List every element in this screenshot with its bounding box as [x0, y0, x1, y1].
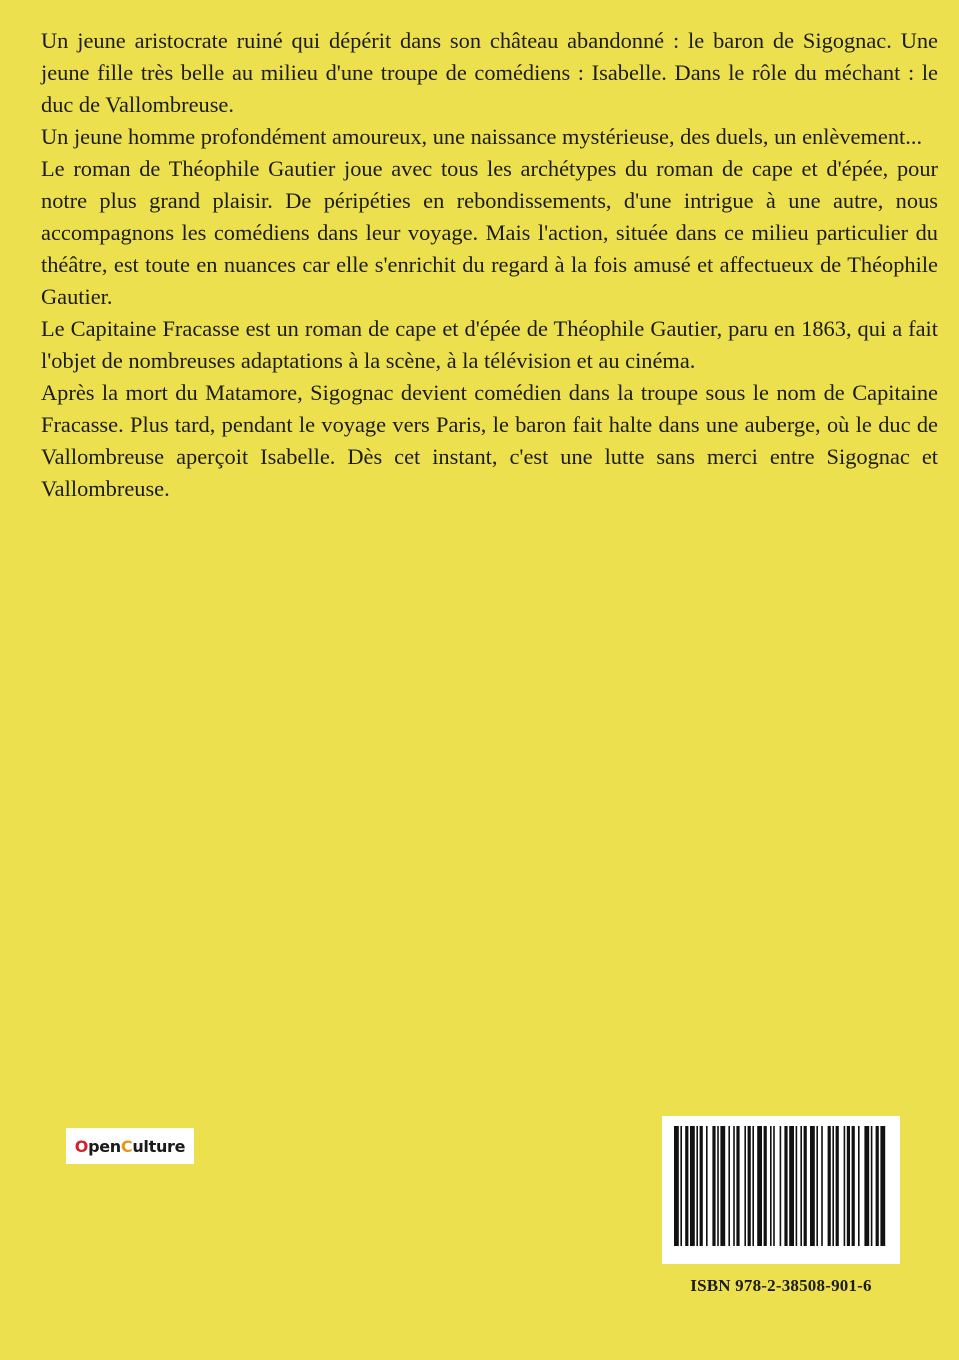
- logo-letter-o: O: [74, 1136, 89, 1156]
- logo-letter-c: C: [120, 1136, 133, 1156]
- barcode-icon: [674, 1126, 888, 1246]
- isbn-number: ISBN 978-2-38508-901-6: [690, 1276, 872, 1295]
- barcode-panel: [662, 1116, 900, 1264]
- back-cover-text: [41, 25, 938, 505]
- openculture-logo: [66, 1128, 194, 1164]
- paragraph-plot-elements: Un jeune homme profondément amoureux, une naissance mystérieuse, des duels, un enlèvement...: [41, 124, 923, 149]
- paragraph-publication: Le Capitaine Fracasse est un roman de cape et d'épée de Théophile Gautier, paru en 1863, qui a fait l'objet de nombreuses adaptations à la scène, à la télévision et au cinéma.: [41, 316, 938, 373]
- paragraph-summary: Après la mort du Matamore, Sigognac devient comédien dans la troupe sous le nom de Capitaine Fracasse. Plus tard, pendant le voyage vers Paris, le baron fait halte dans une auberge, où le duc de Vallombreuse aperçoit Isabelle. Dès cet instant, c'est une lutte sans merci entre Sigognac et Vallombreuse.: [41, 380, 938, 501]
- logo-text-ulture: ulture: [132, 1136, 186, 1156]
- paragraph-archetypes: Le roman de Théophile Gautier joue avec tous les archétypes du roman de cape et d'épée, pour notre plus grand plaisir. De péripéties en rebondissements, d'une intrigue à une autre, nous accompagnons les comédiens dans leur voyage. Mais l'action, située dans ce milieu particulier du théâtre, est toute en nuances car elle s'enrichit du regard à la fois amusé et affectueux de Théophile Gautier.: [41, 156, 938, 309]
- paragraph-intro: Un jeune aristocrate ruiné qui dépérit dans son château abandonné : le baron de Sigognac. Une jeune fille très belle au milieu d'une troupe de comédiens : Isabelle. Dans le rôle du méchant : le duc de Vallombreuse.: [41, 28, 938, 117]
- logo-text-pen: pen: [88, 1136, 121, 1156]
